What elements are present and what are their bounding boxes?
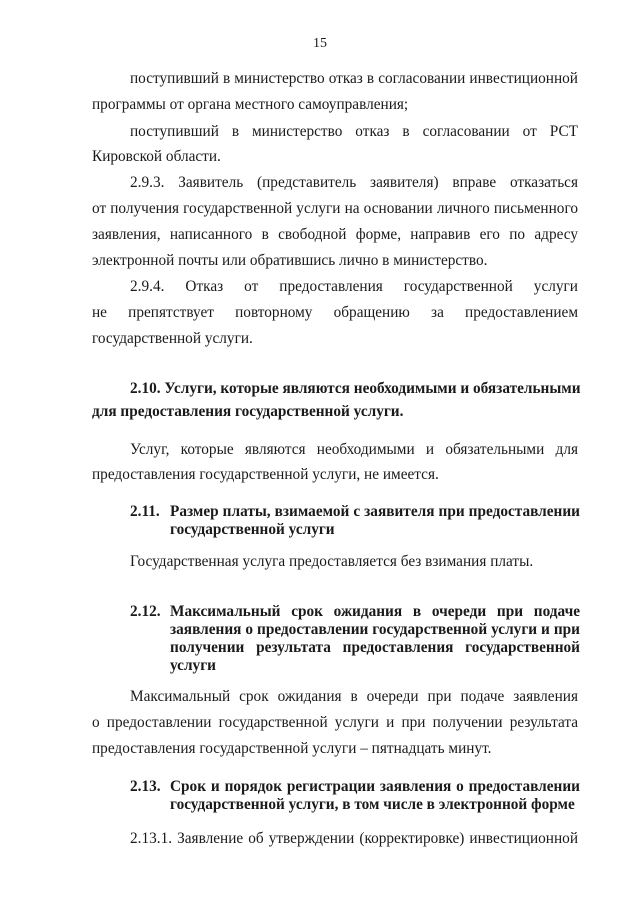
section-heading-line: услуги <box>170 657 216 674</box>
paragraph-line: предоставления государственной услуги, не имеется. <box>92 466 439 483</box>
section-heading-line: Размер платы, взимаемой с заявителя при предоставлении <box>170 503 580 520</box>
paragraph-line: государственной услуги. <box>92 330 253 347</box>
section-heading-line: получении результата предоставления государственной <box>170 639 580 656</box>
paragraph-line: о предоставлении государственной услуги и при получении результата <box>92 714 578 731</box>
section-heading-line: заявления о предоставлении государственной услуги и при <box>170 621 580 638</box>
paragraph-line: поступивший в министерство отказ в согласовании инвестиционной <box>130 70 578 87</box>
section-heading-line: государственной услуги, в том числе в электронной форме <box>170 796 575 813</box>
section-number: 2.12. <box>130 603 161 620</box>
section-heading-line: Максимальный срок ожидания в очереди при подаче <box>170 603 580 620</box>
paragraph-line: предоставления государственной услуги – пятнадцать минут. <box>92 740 492 757</box>
section-heading-line: 2.10. Услуги, которые являются необходимыми и обязательными <box>130 380 581 397</box>
section-number: 2.11. <box>130 503 160 520</box>
paragraph-line: Кировской области. <box>92 148 221 165</box>
paragraph-line: заявления, написанного в свободной форме, направив его по адресу <box>92 226 578 243</box>
paragraph-line: Максимальный срок ожидания в очереди при подаче заявления <box>130 688 578 705</box>
paragraph-line: программы от органа местного самоуправления; <box>92 96 409 113</box>
section-heading-line: государственной услуги <box>170 521 335 538</box>
paragraph-line: Государственная услуга предоставляется без взимания платы. <box>130 553 534 570</box>
paragraph-line: не препятствует повторному обращению за предоставлением <box>92 304 578 321</box>
section-number: 2.13. <box>130 778 161 795</box>
section-heading-line: для предоставления государственной услуги. <box>92 403 404 420</box>
paragraph-line: 2.9.3. Заявитель (представитель заявителя) вправе отказаться <box>130 174 578 191</box>
section-heading-line: Срок и порядок регистрации заявления о предоставлении <box>170 778 580 795</box>
paragraph-line: Услуг, которые являются необходимыми и обязательными для <box>130 441 578 458</box>
paragraph-line: 2.9.4. Отказ от предоставления государственной услуги <box>130 278 578 295</box>
paragraph-line: электронной почты или обратившись лично в министерство. <box>92 252 488 269</box>
paragraph-line: от получения государственной услуги на основании личного письменного <box>92 200 578 217</box>
paragraph-line: поступивший в министерство отказ в согласовании от РСТ <box>130 123 578 140</box>
page-number: 15 <box>313 36 327 51</box>
paragraph-line: 2.13.1. Заявление об утверждении (корректировке) инвестиционной <box>130 830 578 847</box>
